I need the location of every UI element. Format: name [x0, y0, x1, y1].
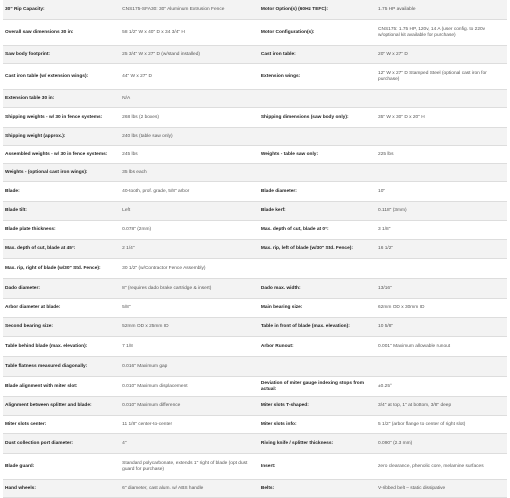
- spec-value: 268 lbs (2 boxes): [122, 114, 159, 120]
- spec-label: Dust collection port diameter:: [5, 440, 73, 446]
- spec-value: 0.010" Maximum displacement: [122, 383, 188, 389]
- spec-row: [3, 128, 507, 146]
- spec-row: [3, 299, 507, 318]
- spec-label: Blade diameter:: [260, 188, 297, 194]
- spec-label: Max. rip, right of blade (w/30" Std. Fence):: [5, 265, 101, 271]
- spec-value: 16 1/2": [378, 246, 394, 252]
- spec-value: 62mm OD x 30mm ID: [378, 305, 425, 311]
- spec-label: Weights - table saw only:: [260, 151, 319, 157]
- spec-label: Alignment between splitter and blade:: [5, 403, 92, 409]
- spec-row: [3, 0, 507, 20]
- spec-label: 30" Rip Capacity:: [5, 6, 45, 12]
- spec-value: 1.75 HP available: [378, 6, 416, 12]
- spec-row: [3, 20, 507, 46]
- spec-label: Max. depth of cut, blade at 0°:: [260, 227, 329, 233]
- spec-row: [3, 221, 507, 240]
- spec-value: 0.090" (2.3 mm): [378, 440, 413, 446]
- spec-row: [3, 64, 507, 90]
- spec-value: 10": [378, 188, 386, 194]
- spec-value: [378, 357, 505, 376]
- spec-label: Arbor Runout:: [260, 343, 294, 349]
- spec-row: [3, 397, 507, 416]
- spec-label: [261, 357, 378, 376]
- spec-label: Insert:: [260, 463, 276, 469]
- spec-value: ±0.25°: [378, 383, 392, 389]
- specifications-table: [3, 0, 507, 498]
- spec-label: [261, 90, 378, 107]
- spec-row: [3, 182, 507, 202]
- spec-label: Dado diameter:: [5, 285, 40, 291]
- spec-value: Left: [122, 208, 131, 214]
- spec-value: 0.016" Maximum gap: [122, 363, 168, 369]
- spec-value: 245 lbs: [122, 151, 138, 157]
- spec-row: [3, 46, 507, 64]
- spec-label: Table behind blade (max. elevation):: [5, 343, 88, 349]
- spec-value: 4": [122, 440, 127, 446]
- spec-label: Cast iron table (w/ extension wings):: [5, 73, 89, 79]
- spec-value: 225 lbs: [378, 151, 394, 157]
- spec-value: [378, 164, 505, 181]
- spec-label: Shipping weights - w/ 30 in fence systems:: [5, 114, 103, 120]
- spec-value: 0.001" Maximum allowable runout: [378, 343, 451, 349]
- spec-row: [3, 357, 507, 377]
- spec-row: [3, 90, 507, 108]
- spec-value: 52mm OD x 25mm ID: [122, 324, 169, 330]
- spec-label: [261, 128, 378, 145]
- spec-label: Second bearing size:: [5, 324, 53, 330]
- spec-value: 8" (requires dado brake cartridge & insert): [122, 285, 212, 291]
- spec-label: [261, 164, 378, 181]
- spec-row: [3, 337, 507, 357]
- spec-label: Table in front of blade (max. elevation):: [260, 324, 350, 330]
- spec-value: 58 1/2" W x 40" D x 34 3/4" H: [122, 29, 185, 35]
- spec-label: Shipping dimensions (saw body only):: [260, 114, 349, 120]
- spec-label: Blade guard:: [5, 463, 35, 469]
- spec-value: 0.078" (2mm): [122, 227, 152, 233]
- spec-value: 0.010" Maximum difference: [122, 403, 181, 409]
- spec-value: 30 1/2" (w/Contractor Fence Assembly): [122, 265, 206, 271]
- spec-value: 35" W x 30" D x 20" H: [378, 114, 425, 120]
- spec-value: N/A: [122, 95, 131, 101]
- spec-row: [3, 146, 507, 164]
- spec-value: 10 5/8": [378, 324, 394, 330]
- spec-label: Belts:: [260, 485, 275, 491]
- spec-value: CNS175-SFA30: 30" Aluminum Extrusion Fence: [122, 6, 225, 12]
- spec-value: 40-tooth, prof. grade, 5/8" arbor: [122, 188, 190, 194]
- spec-value: 240 lbs (table saw only): [122, 133, 173, 139]
- spec-label: Cast iron table:: [260, 51, 296, 57]
- spec-label: [261, 259, 378, 278]
- spec-label: Table flatness measured diagonally:: [5, 363, 88, 369]
- spec-label: Motor Option(s) (60Hz TEFC):: [260, 6, 329, 12]
- spec-label: Blade alignment with miter slot:: [5, 383, 78, 389]
- spec-row: [3, 164, 507, 182]
- spec-value: 3/4" at top, 1" at bottom, 3/8" deep: [378, 403, 452, 409]
- spec-value: 12" W x 27" D Stamped Steel (optional cast iron for purchase): [378, 70, 487, 82]
- spec-value: 0.118" (3mm): [378, 208, 407, 214]
- spec-label: Deviation of miter gauge indexing stops from actual:: [260, 380, 365, 392]
- spec-value: 25 3/4" W x 27" D (w/stand installed): [122, 51, 200, 57]
- spec-value: 44" W x 27" D: [122, 73, 152, 79]
- spec-label: Main bearing size:: [260, 305, 303, 311]
- spec-value: 20" W x 27" D: [378, 51, 408, 57]
- spec-row: [3, 202, 507, 221]
- spec-value: [378, 90, 505, 107]
- spec-value: Standard polycarbonate, extends 1" right of blade (opt dust guard for purchase): [122, 460, 248, 472]
- spec-label: Max. rip, left of blade (w/30" Std. Fence):: [260, 246, 353, 252]
- spec-value: [378, 259, 505, 278]
- spec-value: 3 1/8": [378, 227, 391, 233]
- spec-row: [3, 377, 507, 397]
- spec-value: V-ribbed belt – static dissipative: [378, 485, 446, 491]
- spec-value: zero clearance, phenolic core, melamine surfaces: [378, 463, 484, 469]
- spec-label: Miter slots center:: [5, 421, 47, 427]
- spec-row: [3, 259, 507, 279]
- spec-label: Miter slots T-shaped:: [260, 403, 309, 409]
- spec-label: Blade plate thickness:: [5, 227, 56, 233]
- spec-value: [378, 128, 505, 145]
- spec-label: Blade:: [5, 188, 20, 194]
- spec-row: [3, 240, 507, 259]
- spec-row: [3, 318, 507, 337]
- spec-label: Dado max. width:: [260, 285, 301, 291]
- spec-row: [3, 454, 507, 480]
- spec-row: [3, 416, 507, 434]
- spec-label: Max. depth of cut, blade at 45°:: [5, 246, 76, 252]
- spec-label: Blade kerf:: [260, 208, 286, 214]
- spec-value: 5/8": [122, 305, 131, 311]
- spec-label: Arbor diameter at blade:: [5, 305, 61, 311]
- spec-row: [3, 279, 507, 299]
- spec-label: Hand wheels:: [5, 485, 36, 491]
- spec-label: Motor Configuration(s):: [260, 29, 315, 35]
- spec-value: 2 1/4": [122, 246, 135, 252]
- spec-row: [3, 480, 507, 498]
- spec-label: Assembled weights - w/ 30 in fence systems:: [5, 151, 108, 157]
- spec-label: Weights - (optional cast iron wings):: [5, 169, 88, 175]
- spec-value: 13/16": [378, 285, 392, 291]
- spec-row: [3, 108, 507, 128]
- spec-value: 7 1/8: [122, 343, 133, 349]
- spec-label: Overall saw dimensions 30 in:: [5, 29, 74, 35]
- spec-label: Saw body footprint:: [5, 51, 51, 57]
- spec-label: Extension table 30 in:: [5, 95, 55, 101]
- spec-value: 35 lbs each: [122, 169, 147, 175]
- spec-label: Extension wings:: [260, 73, 301, 79]
- spec-label: Shipping weight (approx.):: [5, 133, 66, 139]
- spec-value: 6" diameter, cast alum. w/ ABS handle: [122, 485, 204, 491]
- spec-label: Riving knife / splitter thickness:: [260, 440, 334, 446]
- spec-row: [3, 434, 507, 454]
- spec-value: 5 1/2" (arbor flange to center of right slot): [378, 421, 466, 427]
- spec-label: Blade tilt:: [5, 208, 27, 214]
- spec-value: 11 1/8" center-to-center: [122, 421, 173, 427]
- spec-value: CNS175: 1.75 HP, 120v, 14 A (user config. to 220v w/optional kit available for purchase): [378, 26, 486, 38]
- spec-label: Miter slots info:: [260, 421, 297, 427]
